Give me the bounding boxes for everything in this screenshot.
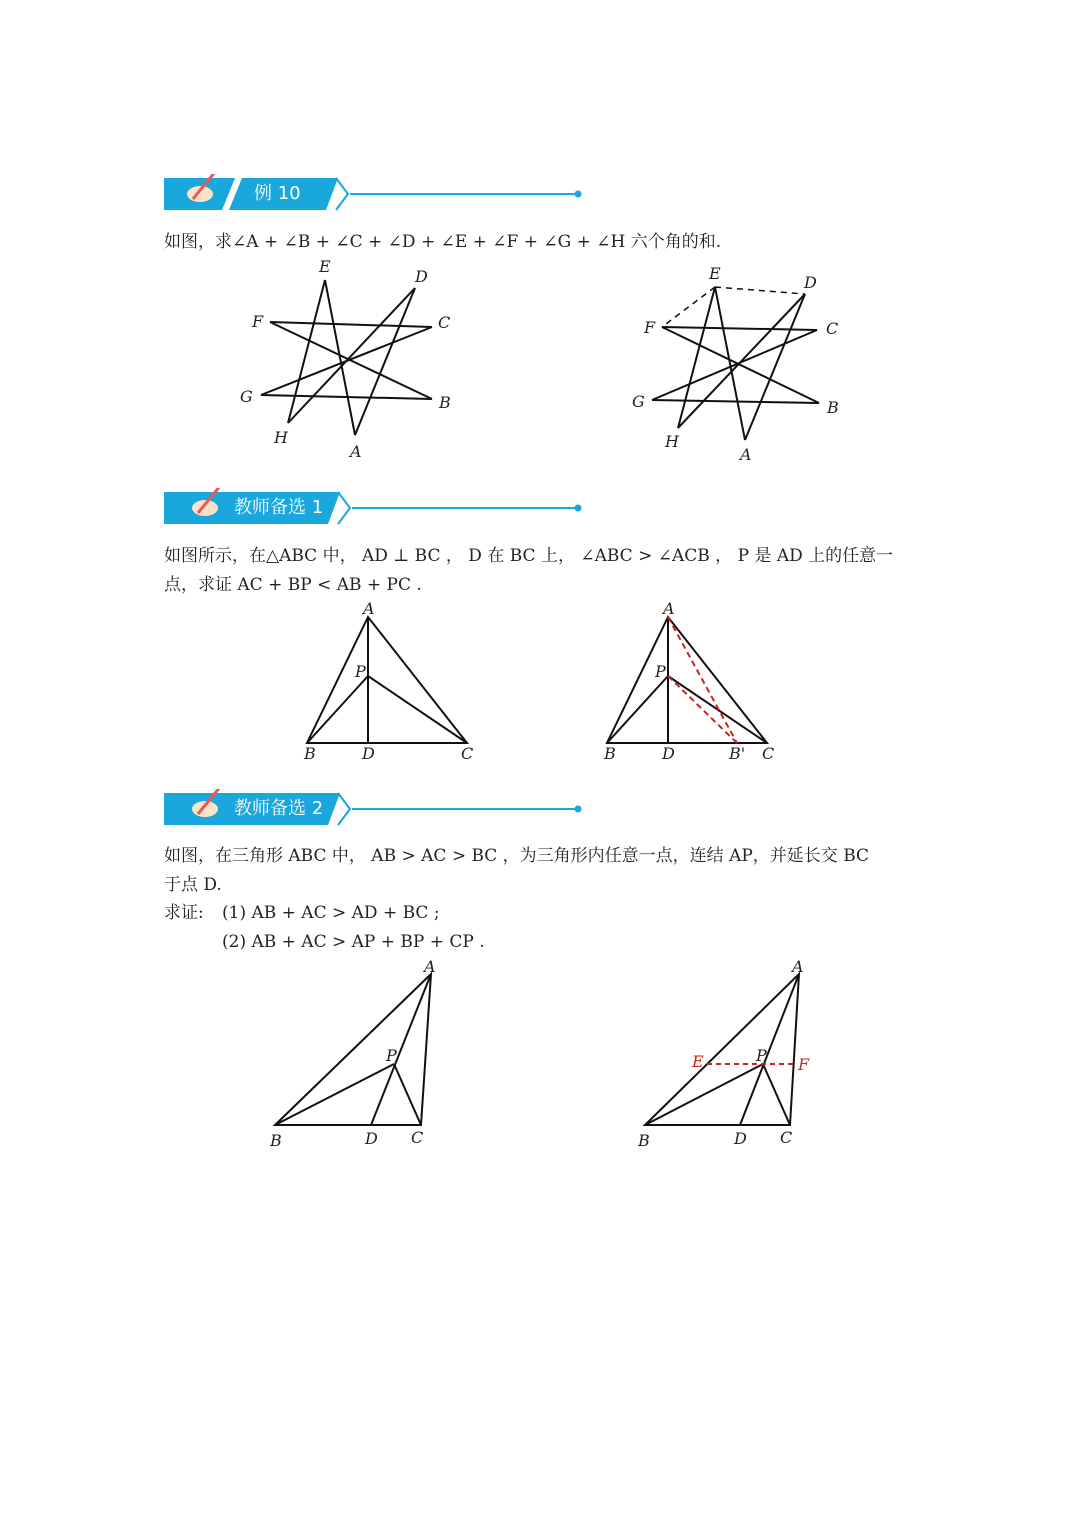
label-B: B [638, 1131, 650, 1150]
label-F: F [252, 312, 264, 331]
label-D: D [365, 1129, 378, 1148]
label-D: D [415, 267, 428, 286]
problem-text-line-1: 如图所示，在△ABC 中， AD ⊥ BC ， D 在 BC 上， ∠ABC > ∠ACB ， P 是 AD 上的任意一 [164, 546, 894, 566]
label-B: B [304, 744, 316, 763]
label-P: P [655, 662, 666, 681]
label-C: C [438, 313, 451, 332]
section-header-teacher-1 [0, 488, 1080, 528]
label-P: P [756, 1046, 767, 1065]
header-label: 例 10 [254, 183, 301, 204]
figure-triangle-4 [630, 955, 820, 1155]
label-A: A [424, 957, 436, 976]
dashed-auxiliary-lines [662, 287, 805, 327]
label-H: H [274, 428, 288, 447]
label-E: E [709, 264, 721, 283]
problem-text-line-1: 如图，在三角形 ABC 中， AB > AC > BC ，为三角形内任意一点，连结 AP，并延长交 BC [164, 846, 870, 866]
section-header-example-10 [0, 174, 1080, 214]
label-A: A [663, 600, 675, 618]
header-banner [0, 174, 1080, 214]
label-D: D [734, 1129, 747, 1148]
label-A: A [350, 442, 362, 461]
label-C: C [762, 744, 775, 763]
label-B-prime: B' [729, 744, 746, 763]
problem-text-line-2: 于点 D. [164, 875, 222, 895]
label-A: A [363, 600, 375, 618]
label-G: G [240, 387, 253, 406]
label-A: A [792, 957, 804, 976]
figure-star-2 [620, 260, 850, 470]
label-D: D [804, 273, 817, 292]
prove-label: 求证: [164, 903, 204, 923]
triangle-lines [645, 974, 799, 1125]
figure-triangle-3 [260, 955, 450, 1155]
figure-triangle-1 [295, 600, 485, 765]
triangle-lines [607, 617, 767, 743]
header-label: 教师备选 2 [234, 798, 324, 819]
problem-text-line-2: 点，求证 AC + BP < AB + PC . [164, 575, 422, 595]
header-label: 教师备选 1 [234, 497, 324, 518]
label-H: H [665, 432, 679, 451]
label-C: C [411, 1128, 424, 1147]
header-banner [0, 488, 1080, 528]
figure-star-1 [230, 255, 470, 465]
label-P: P [386, 1046, 397, 1065]
label-A: A [740, 445, 752, 464]
label-F: F [798, 1055, 810, 1074]
label-C: C [826, 319, 839, 338]
label-D: D [662, 744, 675, 763]
label-C: C [780, 1128, 793, 1147]
label-B: B [604, 744, 616, 763]
label-E: E [692, 1052, 704, 1071]
section-header-teacher-2 [0, 789, 1080, 829]
triangle-lines [307, 617, 467, 743]
label-D: D [362, 744, 375, 763]
label-P: P [355, 662, 366, 681]
star-lines [261, 280, 432, 435]
prove-item-1: (1) AB + AC > AD + BC ; [222, 903, 440, 923]
dashed-red-lines [668, 617, 737, 743]
label-F: F [644, 318, 656, 337]
header-banner [0, 789, 1080, 829]
label-C: C [461, 744, 474, 763]
label-B: B [270, 1131, 282, 1150]
star-lines [652, 287, 819, 440]
triangle-lines [275, 974, 431, 1125]
label-E: E [319, 257, 331, 276]
label-B: B [827, 398, 839, 417]
prove-item-2: (2) AB + AC > AP + BP + CP . [222, 932, 485, 952]
label-G: G [632, 392, 645, 411]
problem-text: 如图，求∠A + ∠B + ∠C + ∠D + ∠E + ∠F + ∠G + ∠H 六个角的和. [164, 232, 722, 252]
figure-triangle-2 [595, 600, 785, 765]
label-B: B [439, 393, 451, 412]
